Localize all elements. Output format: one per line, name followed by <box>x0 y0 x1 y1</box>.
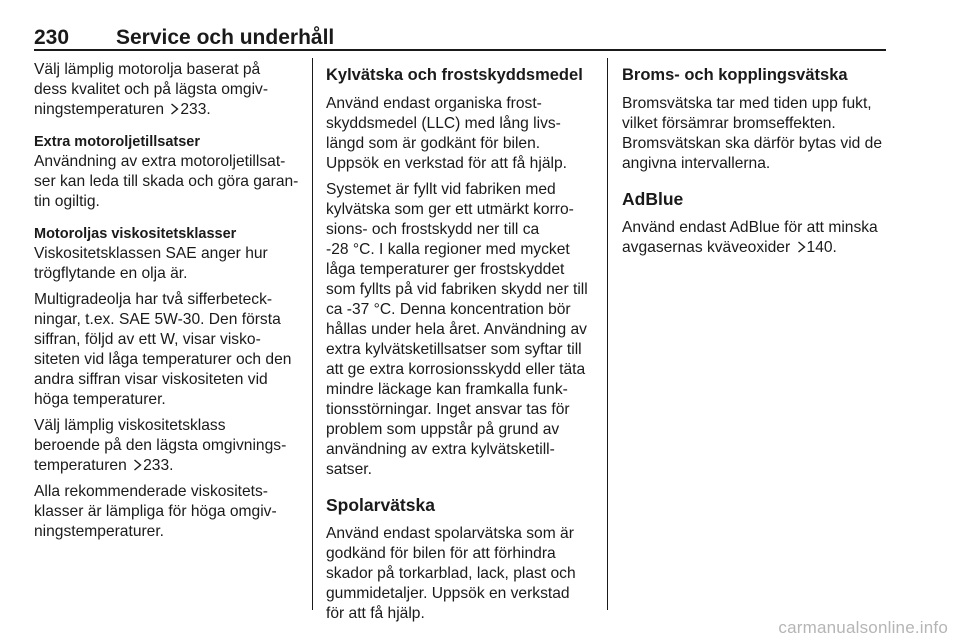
paragraph <box>34 152 298 212</box>
text-line: Viskositetsklassen SAE anger hur <box>34 245 268 262</box>
text-line: Bromsvätskan ska därför bytas vid de <box>622 135 883 152</box>
paragraph <box>34 482 298 542</box>
section-heading: Broms- och kopplingsvätska <box>622 66 848 84</box>
text-line: tionsstörningar. Inget ansvar tas för <box>326 401 570 418</box>
text-line: Multigradeolja har två sifferbeteck- <box>34 291 273 308</box>
text-line: siffran, följd av ett W, visar visko- <box>34 331 261 348</box>
text-line: att ge extra korrosionsskydd eller täta <box>326 361 586 378</box>
paragraph <box>34 290 298 410</box>
page-reference-arrow-icon <box>170 103 179 115</box>
text-line: andra siffran visar viskositeten vid <box>34 371 268 388</box>
text-line: användning av extra kylvätsketill- <box>326 441 555 458</box>
text-line: Användning av extra motoroljetillsat- <box>34 153 286 170</box>
section-heading: Kylvätska och frostskyddsmedel <box>326 66 583 84</box>
text-line-with-reference <box>34 456 298 476</box>
text-line: ningstemperaturer. <box>34 523 165 540</box>
text-line: för att få hjälp. <box>326 605 425 622</box>
text-line: beroende på den lägsta omgivnings- <box>34 437 287 454</box>
intro-paragraph <box>34 60 298 120</box>
page-reference[interactable]: 233. <box>143 457 174 474</box>
text-line: ningar, t.ex. SAE 5W-30. Den första <box>34 311 281 328</box>
text-line: Bromsvätska tar med tiden upp fukt, <box>622 95 872 112</box>
section-heading: AdBlue <box>622 189 684 209</box>
paragraph <box>34 416 298 476</box>
text-line: klasser är lämpliga för höga omgiv- <box>34 503 277 520</box>
text-line: Använd endast AdBlue för att minska <box>622 219 878 236</box>
text-fragment: temperaturen <box>34 457 127 474</box>
header-rule <box>34 49 886 51</box>
page-reference-arrow-icon <box>133 459 142 471</box>
text-line: siteten vid låga temperaturer och den <box>34 351 292 368</box>
column-middle <box>326 64 594 630</box>
page-reference[interactable]: 233. <box>180 101 211 118</box>
text-line: ca -37 °C. Denna koncentration bör <box>326 301 571 318</box>
text-fragment: ningstemperaturen <box>34 101 165 118</box>
text-line: hållas under hela året. Användning av <box>326 321 587 338</box>
paragraph <box>622 94 888 174</box>
text-line: som fyllts på vid fabriken skydd ner till <box>326 281 588 298</box>
text-line: Uppsök en verkstad för att få hjälp. <box>326 155 567 172</box>
text-line: dess kvalitet och på lägsta omgiv- <box>34 81 269 98</box>
section-heading: Spolarvätska <box>326 495 435 515</box>
watermark: carmanualsonline.info <box>778 618 948 637</box>
running-title: Service och underhåll <box>116 26 335 49</box>
text-line: problem som uppstår på grund av <box>326 421 560 438</box>
paragraph <box>622 218 888 258</box>
text-line: låga temperaturer ger frostskyddet <box>326 261 565 278</box>
text-line: Använd endast organiska frost- <box>326 95 542 112</box>
text-line: skador på torkarblad, lack, plast och <box>326 565 576 582</box>
text-line: Välj lämplig viskositetsklass <box>34 417 226 434</box>
text-line: tin ogiltig. <box>34 193 100 210</box>
section-subheading: Motoroljas viskositetsklasser <box>34 226 237 242</box>
text-line: skyddsmedel (LLC) med lång livs- <box>326 115 561 132</box>
text-line-with-reference <box>622 238 888 258</box>
text-line: höga temperaturer. <box>34 391 166 408</box>
text-line: ser kan leda till skada och göra garan- <box>34 173 299 190</box>
page-reference[interactable]: 140. <box>806 239 837 256</box>
column-left <box>34 60 298 548</box>
text-line: sions- och frostskydd ner till ca <box>326 221 540 238</box>
paragraph <box>326 524 594 624</box>
text-line: vilket försämrar bromseffekten. <box>622 115 836 132</box>
text-line: godkänd för bilen för att förhindra <box>326 545 556 562</box>
text-line: Alla rekommenderade viskositets- <box>34 483 268 500</box>
page-reference-arrow-icon <box>797 241 806 253</box>
text-line: gummidetaljer. Uppsök en verkstad <box>326 585 570 602</box>
text-fragment: avgasernas kväveoxider <box>622 239 791 256</box>
text-line: Välj lämplig motorolja baserat på <box>34 61 261 78</box>
column-divider <box>312 58 313 610</box>
text-line: trögflytande en olja är. <box>34 265 188 282</box>
text-line: mindre läckage kan framkalla funk- <box>326 381 568 398</box>
text-line: satser. <box>326 461 372 478</box>
text-line: Systemet är fyllt vid fabriken med <box>326 181 556 198</box>
text-line: extra kylvätsketillsatser som syftar till <box>326 341 582 358</box>
page-number: 230 <box>34 26 70 49</box>
page-header <box>34 26 886 50</box>
text-line: längd som är godkänt för bilen. <box>326 135 541 152</box>
column-divider <box>607 58 608 610</box>
section-subheading: Extra motoroljetillsatser <box>34 134 200 150</box>
paragraph <box>326 180 594 480</box>
text-line: angivna intervallerna. <box>622 155 771 172</box>
paragraph <box>326 94 594 174</box>
column-right <box>622 64 888 264</box>
text-line-with-reference <box>34 100 298 120</box>
paragraph <box>34 244 298 284</box>
text-line: kylvätska som ger ett utmärkt korro- <box>326 201 574 218</box>
text-line: Använd endast spolarvätska som är <box>326 525 574 542</box>
text-line: -28 °C. I kalla regioner med mycket <box>326 241 570 258</box>
